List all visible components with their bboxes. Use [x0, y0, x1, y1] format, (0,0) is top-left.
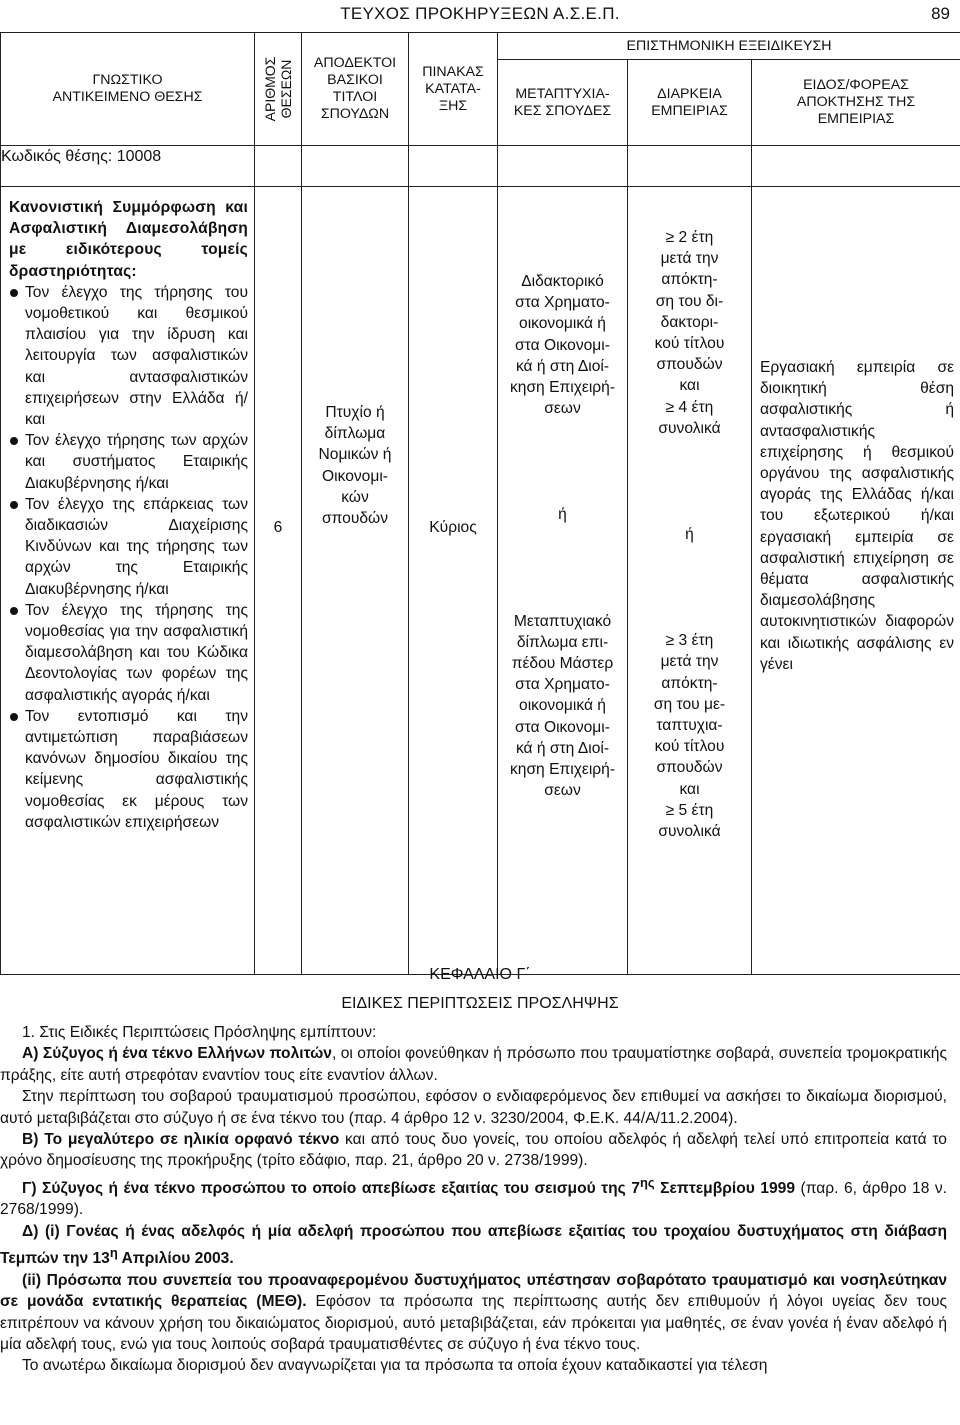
page-number: 89 — [931, 4, 950, 23]
publication-title: ΤΕΥΧΟΣ ΠΡΟΚΗΡΥΞΕΩΝ Α.Σ.Ε.Π. — [340, 4, 620, 23]
object-bullet: Τον εντοπισμό και την αντιμετώπιση παραβιάσεων κανόνων δημοσίου δικαίου της κείμενης ασφαλιστικής νομοθεσίας εκ μέρους των ασφαλιστικών επιχειρήσεων — [9, 706, 248, 833]
header-positions: ΑΡΙΘΜΟΣ ΘΕΣΕΩΝ — [255, 33, 302, 146]
header-expertise: ΕΠΙΣΤΗΜΟΝΙΚΗ ΕΞΕΙΔΙΚΕΥΣΗ — [498, 33, 960, 60]
postgrad-or: ή — [558, 506, 567, 524]
case-d-i: Δ) (i) Γονέας ή ένας αδελφός ή μία αδελφή προσώπου που απεβίωσε εξαιτίας του τροχαίου δυστυχήματος στη διάβαση Τεμπών την $13^\eta$ Απριλίου 2003. — [0, 1222, 947, 1268]
closing-paragraph: Το ανωτέρω δικαίωμα διορισμού δεν αναγνωρίζεται για τα πρόσωπα τα οποία έχουν καταδικαστεί για τέλεση — [22, 1357, 768, 1375]
page-header — [0, 2, 960, 28]
header-tables: ΠΙΝΑΚΑΣ ΚΑΤΑΤΑ- ΞΗΣ — [409, 33, 498, 146]
experience-kind-cell: Εργασιακή εμπειρία σε διοικητική θέση ασφαλιστικής ή αντασφαλιστικής επιχείρησης ή θεσμικού οργάνου της ασφαλιστικής αγοράς της Ελλάδας ή/και του εξωτερικού ή/και εργασιακή εμπειρία σε ασφαλιστική επιχείρηση σε θέματα ασφαλιστικής διαμεσολάβησης αυτοκινητιστικών διαφορών και ιδιωτικής ασφάλισης εν γένει — [752, 187, 960, 975]
case-b: Β) Το μεγαλύτερο σε ηλικία ορφανό τέκνο και από τους δυο γονείς, του οποίου αδελφός ή αδελφή τελεί υπό επιτροπεία κατά το χρόνο δημοσίευσης της προκήρυξης (τρίτο εδάφιο, παρ. 21, άρθρο 20 ν. 2738/1999). — [0, 1131, 947, 1170]
duration-or: ή — [685, 526, 694, 544]
case-a: Α) Σύζυγος ή ένα τέκνο Ελλήνων πολιτών, οι οποίοι φονεύθηκαν ή πρόσωπο που τραυματίστηκε σοβαρά, συνεπεία τρομοκρατικής πράξης, είτε αυτή στρεφόταν εναντίον τους είτε εναντίον άλλων. — [0, 1045, 947, 1084]
case-d-ii: (ii) Πρόσωπα που συνεπεία του προαναφερομένου δυστυχήματος υπέστησαν σοβαρότατο τραυματισμό και νοσηλεύτηκαν σε μονάδα εντατικής θεραπείας (ΜΕΘ). Εφόσον τα πρόσωπα της περίπτωσης αυτής δεν επιθυμούν ή λόγοι υγείας δεν τους επιτρέπουν να κάνουν χρήση του δικαιώματος διορισμού, αυτό μεταβιβάζεται, εάν πρόκειται για μαθητές, σε έναν γονέα ή έναν αδελφό ή μία αδελφή τους, ενώ για τους λοιπούς σοβαρά τραυματισθέντες σε σύζυγο ή ένα τέκνο τους. — [0, 1271, 948, 1354]
object-lead: Κανονιστική Συμμόρφωση και Ασφαλιστική Διαμεσολάβηση με ειδικότερους τομείς δραστηριότητας: — [9, 199, 248, 280]
chapter-body — [0, 1022, 947, 1377]
intro-paragraph: 1. Στις Ειδικές Περιπτώσεις Πρόσληψης εμπίπτουν: — [22, 1024, 377, 1041]
header-duration: ΔΙΑΡΚΕΙΑ ΕΜΠΕΙΡΙΑΣ — [628, 60, 752, 146]
position-code: Κωδικός θέσης: 10008 — [1, 146, 255, 187]
positions-count: 6 — [255, 187, 302, 975]
chapter-title: ΚΕΦΑΛΑΙΟ Γ΄ — [429, 966, 531, 983]
case-a-note: Στην περίπτωση του σοβαρού τραυματισμού προσώπου, εφόσον ο ενδιαφερόμενος δεν επιθυμεί να ασκήσει το δικαίωμα διορισμού, αυτό μεταβιβάζεται στο σύζυγο ή σε ένα τέκνο του (παρ. 4 άρθρο 12 ν. 3230/2004, Φ.Ε.Κ. 44/Α/11.2.2004). — [0, 1088, 947, 1127]
degrees-cell: Πτυχίο ή δίπλωμα Νομικών ή Οικονομι- κών σπουδών — [302, 187, 409, 975]
object-cell — [1, 187, 255, 975]
object-bullet: Τον έλεγχο της επάρκειας των διαδικασιών Διαχείρισης Κινδύνων και της τήρησης των αρχών της Εταιρικής Διακυβέρνησης ή/και — [9, 494, 248, 600]
header-degrees: ΑΠΟΔΕΚΤΟΙ ΒΑΣΙΚΟΙ ΤΙΤΛΟΙ ΣΠΟΥΔΩΝ — [302, 33, 409, 146]
object-bullet: Τον έλεγχο της τήρησης της νομοθεσίας για την ασφαλιστική διαμεσολάβηση και του Κώδικα Δεοντολογίας των φορέων της ασφαλιστικής αγοράς ή/και — [9, 600, 248, 706]
positions-table — [0, 32, 960, 975]
duration-cell: ≥ 2 έτη μετά την απόκτη- ση του δι- δακτορι- κού τίτλου σπουδών και ≥ 4 έτη συνολικά ή ≥ 3 έτη μετά την απόκτη- ση του με- ταπτυχια- κού τίτλου σπουδών και ≥ 5 έτη συνολικά — [628, 187, 752, 975]
header-kind: ΕΙΔΟΣ/ΦΟΡΕΑΣ ΑΠΟΚΤΗΣΗΣ ΤΗΣ ΕΜΠΕΙΡΙΑΣ — [752, 60, 960, 146]
ranking-table: Κύριος — [409, 187, 498, 975]
chapter-subtitle: ΕΙΔΙΚΕΣ ΠΕΡΙΠΤΩΣΕΙΣ ΠΡΟΣΛΗΨΗΣ — [341, 995, 619, 1012]
header-postgrad: ΜΕΤΑΠΤΥΧΙΑ- ΚΕΣ ΣΠΟΥΔΕΣ — [498, 60, 628, 146]
case-c: Γ) Σύζυγος ή ένα τέκνο προσώπου το οποίο απεβίωσε εξαιτίας του σεισμού της $7^{\eta\varsigma}$ Σεπτεμβρίου 1999 (παρ. 6, άρθρο 18 ν. 2768/1999). — [0, 1174, 947, 1219]
header-object: ΓΝΩΣΤΙΚΟ ΑΝΤΙΚΕΙΜΕΝΟ ΘΕΣΗΣ — [1, 33, 255, 146]
postgrad-cell: Διδακτορικό στα Χρηματο- οικονομικά ή στα Οικονομι- κά ή στη Διοί- κηση Επιχειρή- σεων ή Μεταπτυχιακό δίπλωμα επι- πέδου Μάστερ στα Χρηματο- οικονομικά ή στα Οικονομι- κά ή στη Διοί- κηση Επιχειρή- σεων — [498, 187, 628, 975]
object-bullet: Τον έλεγχο τήρησης των αρχών και συστήματος Εταιρικής Διακυβέρνησης ή/και — [9, 430, 248, 494]
object-bullet: Τον έλεγχο της τήρησης του νομοθετικού και θεσμικού πλαισίου για την ίδρυση και λειτουργία των ασφαλιστικών και αντασφαλιστικών επιχειρήσεων στην Ελλάδα ή/και — [9, 282, 248, 430]
